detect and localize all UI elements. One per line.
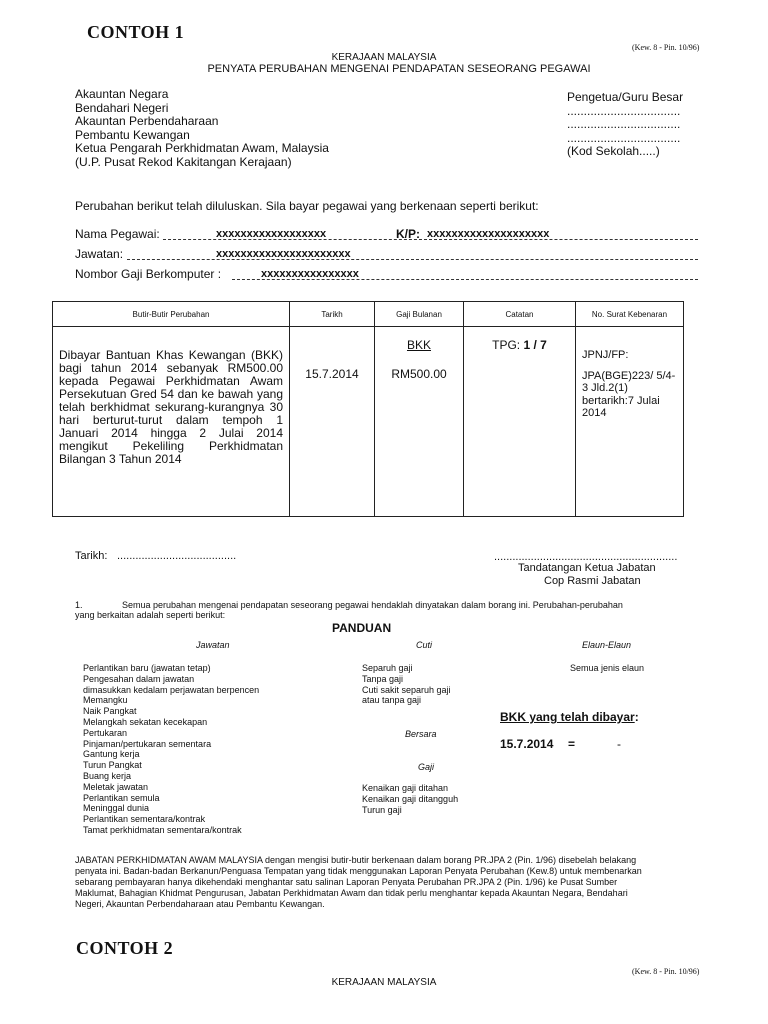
col-elaun-title: Elaun-Elaun bbox=[582, 640, 632, 650]
nombor-gaji-value: xxxxxxxxxxxxxxxx bbox=[261, 268, 359, 280]
government-label-2: KERAJAAN MALAYSIA bbox=[331, 977, 437, 988]
school-code: (Kod Sekolah.....) bbox=[567, 144, 660, 158]
recipient-item: Bendahari Negeri bbox=[75, 100, 169, 115]
panduan-title: PANDUAN bbox=[332, 621, 392, 635]
header-butir: Butir-Butir Perubahan bbox=[53, 302, 290, 327]
recipient-item: Ketua Pengarah Perkhidmatan Awam, Malaysia bbox=[75, 141, 329, 156]
jawatan-value: xxxxxxxxxxxxxxxxxxxxxx bbox=[216, 248, 351, 260]
jawatan-list bbox=[83, 663, 259, 836]
recipient-item: (U.P. Pusat Rekod Kakitangan Kerajaan) bbox=[75, 154, 292, 169]
nombor-gaji-label: Nombor Gaji Berkomputer : bbox=[75, 267, 222, 281]
change-description: Dibayar Bantuan Khas Kewangan (BKK) bagi tahun 2014 sebanyak RM500.00 kepada Pegawai Perkhidmatan Awam Persekutuan Gred 54 dan ke bawah yang telah berkhidmat sekurang-kurangnya 30 hari berturut-turut dalam tempoh 1 Januari 2014 hingga 2 Julai 2014 mengikut Pekeliling Perkhidmatan Bilangan 3 Tahun 2014 bbox=[53, 327, 290, 517]
recipient-item: Akauntan Negara bbox=[75, 87, 169, 101]
gaji-title: Gaji bbox=[418, 762, 435, 772]
list-item: Perlantikan baru (jawatan tetap) bbox=[83, 663, 211, 673]
list-item: Meninggal dunia bbox=[83, 803, 150, 814]
signature-title: Tandatangan Ketua Jabatan bbox=[518, 562, 656, 574]
principal-block bbox=[567, 91, 683, 159]
recipient-list bbox=[75, 88, 329, 170]
list-item: Tamat perkhidmatan sementara/kontrak bbox=[83, 824, 242, 835]
jawatan-line bbox=[127, 259, 698, 260]
header-surat: No. Surat Kebenaran bbox=[576, 302, 684, 327]
list-item: Pertukaran bbox=[83, 727, 128, 738]
footer-line: JABATAN PERKHIDMATAN AWAM MALAYSIA dengan mengisi butir-butir berkenaan dalam borang PR.JPA 2 (Pin. 1/96) disebelah belakang bbox=[75, 855, 637, 865]
list-item: Cuti sakit separuh gaji bbox=[362, 684, 451, 695]
approval-ref-1: JPNJ/FP: bbox=[582, 349, 629, 361]
salary-head: BKK bbox=[406, 338, 431, 352]
note-line-1: Semua perubahan mengenai pendapatan seseorang pegawai hendaklah dinyatakan dalam borang ini. Perubahan-perubahan bbox=[122, 600, 623, 610]
header-tarikh: Tarikh bbox=[290, 302, 375, 327]
salary-cell bbox=[375, 327, 464, 517]
table-row bbox=[53, 327, 684, 517]
col-jawatan-title: Jawatan bbox=[196, 640, 230, 650]
list-item: Memangku bbox=[83, 695, 128, 706]
gaji-list bbox=[362, 783, 458, 815]
elaun-item: Semua jenis elaun bbox=[570, 663, 645, 673]
bkk-paid-label: BKK yang telah dibayar bbox=[500, 710, 635, 724]
principal-dots: .................................. bbox=[567, 103, 681, 118]
form-title: PENYATA PERUBAHAN MENGENAI PENDAPATAN SESEORANG PEGAWAI bbox=[207, 63, 591, 75]
nama-value: xxxxxxxxxxxxxxxxxx bbox=[216, 228, 327, 240]
recipient-item: Akauntan Perbendaharaan bbox=[75, 114, 219, 129]
recipient-item: Pembantu Kewangan bbox=[75, 127, 190, 142]
salary-value: RM500.00 bbox=[391, 367, 447, 381]
contoh-1-heading: CONTOH 1 bbox=[87, 22, 185, 42]
footer-line: sebarang pembayaran hanya dikehendaki menghantar satu salinan Laporan Penyata Perubahan PR.JPA 2 (Pin. 1/96) ke Pusat Sumber bbox=[75, 877, 618, 887]
header-gaji: Gaji Bulanan bbox=[375, 302, 464, 327]
form-reference-2: (Kew. 8 - Pin. 10/96) bbox=[632, 967, 700, 976]
footer-line: Maklumat, Bahagian Khidmat Pengurusan, Jabatan Perkhidmatan Awam dan tidak perlu menghantar kepada Akauntan Negara, Bendahari bbox=[75, 888, 628, 898]
intro-text: Perubahan berikut telah diluluskan. Sila bayar pegawai yang berkenaan seperti berikut: bbox=[75, 199, 539, 213]
form-reference: (Kew. 8 - Pin. 10/96) bbox=[632, 43, 700, 52]
bkk-equals: = bbox=[568, 737, 576, 751]
jawatan-label: Jawatan: bbox=[75, 247, 124, 261]
official-stamp: Cop Rasmi Jabatan bbox=[544, 575, 641, 587]
list-item: Gantung kerja bbox=[83, 749, 140, 760]
list-item: Melangkah sekatan kecekapan bbox=[83, 716, 208, 727]
kp-label: K/P: bbox=[396, 227, 420, 241]
tarikh-label: Tarikh: bbox=[75, 550, 108, 562]
header-catatan: Catatan bbox=[464, 302, 576, 327]
footer-line: Negeri, Akauntan Perbendaharaan atau Pembantu Kewangan. bbox=[75, 899, 325, 909]
note-line-2: yang berkaitan adalah seperti berikut: bbox=[75, 610, 226, 620]
bersara-title: Bersara bbox=[405, 729, 437, 739]
list-item: Tanpa gaji bbox=[362, 673, 404, 684]
col-cuti-title: Cuti bbox=[416, 640, 433, 650]
note-number: 1. bbox=[75, 600, 83, 610]
bkk-amount: - bbox=[617, 737, 621, 751]
principal-title: Pengetua/Guru Besar bbox=[567, 90, 684, 104]
bkk-paid-date: 15.7.2014 bbox=[500, 737, 554, 751]
tpg-label: TPG: bbox=[492, 338, 521, 352]
bkk-paid-colon: : bbox=[634, 710, 639, 724]
list-item: atau tanpa gaji bbox=[362, 695, 422, 706]
list-item: Perlantikan semula bbox=[83, 792, 160, 803]
cuti-list bbox=[362, 663, 451, 706]
list-item: Pinjaman/pertukaran sementara bbox=[83, 738, 212, 749]
list-item: Kenaikan gaji ditahan bbox=[362, 783, 449, 793]
list-item: Pengesahan dalam jawatan bbox=[83, 673, 195, 684]
approval-letter-cell bbox=[576, 327, 684, 517]
contoh-2-heading: CONTOH 2 bbox=[76, 938, 174, 958]
kp-value: xxxxxxxxxxxxxxxxxxxx bbox=[427, 228, 550, 240]
list-item: Perlantikan sementara/kontrak bbox=[83, 814, 206, 825]
changes-table bbox=[52, 301, 684, 517]
remarks-cell bbox=[464, 327, 576, 517]
table-header-row bbox=[53, 302, 684, 327]
list-item: Kenaikan gaji ditangguh bbox=[362, 793, 459, 804]
principal-dots: .................................. bbox=[567, 117, 681, 131]
change-date: 15.7.2014 bbox=[290, 327, 375, 517]
principal-dots: .................................. bbox=[567, 130, 681, 145]
list-item: Separuh gaji bbox=[362, 663, 413, 673]
footer-paragraph bbox=[75, 855, 707, 910]
list-item: Meletak jawatan bbox=[83, 781, 149, 792]
tarikh-dots: ....................................... bbox=[117, 550, 237, 562]
list-item: Turun Pangkat bbox=[83, 760, 142, 771]
bkk-paid-title bbox=[500, 710, 639, 724]
list-item: Naik Pangkat bbox=[83, 706, 137, 717]
approval-ref-2: JPA(BGE)223/ 5/4-3 Jld.2(1) bertarikh:7 Julai 2014 bbox=[582, 369, 676, 419]
list-item: Turun gaji bbox=[362, 804, 402, 815]
tpg-value: 1 / 7 bbox=[523, 338, 547, 352]
signature-dots: ............................................................ bbox=[494, 551, 678, 563]
list-item: dimasukkan kedalam perjawatan berpencen bbox=[83, 684, 260, 695]
footer-line: penyata ini. Badan-badan Berkanun/Penguasa Tempatan yang tidak menggunakan Laporan Penyata Perubahan (Kew.8) untuk membenarkan bbox=[75, 866, 642, 876]
government-label: KERAJAAN MALAYSIA bbox=[331, 52, 437, 63]
nama-label: Nama Pegawai: bbox=[75, 227, 160, 241]
list-item: Buang kerja bbox=[83, 770, 132, 781]
